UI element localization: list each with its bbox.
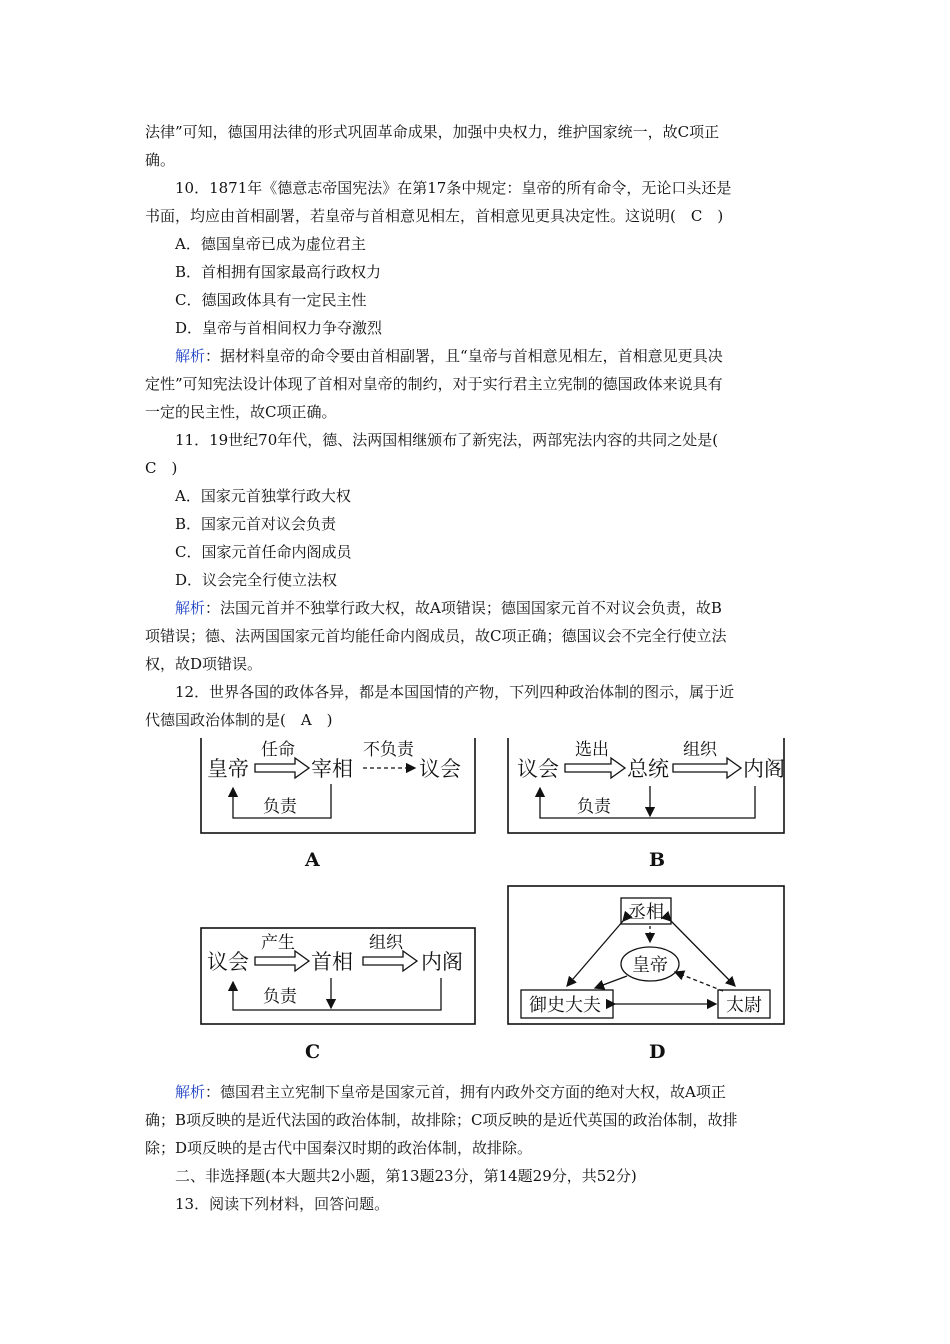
diagram-c-node-1: 议会 xyxy=(207,950,249,974)
q11-stem-line-1: 11．19世纪70年代，德、法两国相继颁布了新宪法，两部宪法内容的共同之处是( xyxy=(175,431,719,449)
diagram-b-frame xyxy=(508,738,784,833)
q10-analysis-line-3: 一定的民主性，故C项正确。 xyxy=(145,403,337,421)
diagram-d-right-label: 太尉 xyxy=(726,995,762,1016)
diagram-a-letter: A xyxy=(305,849,320,871)
q11-option-b: B．国家元首对议会负责 xyxy=(175,515,337,533)
diagram-c-edge-2: 组织 xyxy=(369,933,403,953)
diagram-c-hollow-arrow-2 xyxy=(363,951,417,971)
diagram-b-edge-3: 负责 xyxy=(577,797,611,817)
diagram-c-letter: C xyxy=(305,1041,321,1063)
diagram-b-hollow-arrow-2 xyxy=(673,758,741,778)
diagram-a-frame xyxy=(201,738,475,833)
intro-line-2: 确。 xyxy=(145,151,176,169)
q10-analysis-text-1: ：据材料皇帝的命令要由首相副署，且“皇帝与首相意见相左，首相意见更具决 xyxy=(205,347,723,365)
q11-analysis-text-1: ：法国元首并不独掌行政大权，故A项错误；德国国家元首不对议会负责，故B xyxy=(205,599,722,617)
q10-analysis-label: 解析 xyxy=(175,347,206,365)
q10-option-a: A．德国皇帝已成为虚位君主 xyxy=(175,235,366,253)
q12-analysis-label: 解析 xyxy=(175,1083,206,1101)
q12-stem-line-1: 12．世界各国的政体各异，都是本国国情的产物，下列四种政治体制的图示，属于近 xyxy=(175,683,735,701)
q11-option-d: D．议会完全行使立法权 xyxy=(175,571,338,589)
diagram-d-right-center-arrow xyxy=(675,972,723,991)
diagram-d-center-left-arrow xyxy=(595,976,627,988)
q12-analysis-line-2: 确；B项反映的是近代法国的政治体制，故排除；C项反映的是近代英国的政治体制，故排 xyxy=(145,1111,738,1129)
diagram-c-node-3: 内阁 xyxy=(421,950,463,974)
diagram-b-edge-2: 组织 xyxy=(683,740,717,760)
diagram-d-top-label: 丞相 xyxy=(628,902,664,923)
diagram-c-edge-3: 负责 xyxy=(263,987,297,1007)
diagram-a-hollow-arrow xyxy=(255,758,309,778)
diagram-a-edge-3: 负责 xyxy=(263,797,297,817)
q11-option-a: A．国家元首独掌行政大权 xyxy=(175,487,351,505)
diagram-d-top-left-arrow xyxy=(567,921,623,986)
document-page xyxy=(145,118,810,1218)
diagram-a-edge-2: 不负责 xyxy=(363,740,414,760)
q11-analysis-line-3: 权，故D项错误。 xyxy=(145,655,263,673)
diagram-d-center-label: 皇帝 xyxy=(632,955,668,976)
diagram-c-edge-1: 产生 xyxy=(261,933,295,953)
q10-stem-line-2: 书面，均应由首相副署，若皇帝与首相意见相左，首相意见更具决定性。这说明( C ) xyxy=(145,207,724,225)
q10-option-d: D．皇帝与首相间权力争夺激烈 xyxy=(175,319,383,337)
q10-analysis-line-2: 定性”可知宪法设计体现了首相对皇帝的制约，对于实行君主立宪制的德国政体来说具有 xyxy=(145,375,723,393)
diagram-a-node-1: 皇帝 xyxy=(207,757,249,781)
diagram-d-top-right-arrow xyxy=(671,921,735,986)
diagram-c-hollow-arrow-1 xyxy=(255,951,309,971)
diagram-b-letter: B xyxy=(649,849,666,871)
q13-stem: 13．阅读下列材料，回答问题。 xyxy=(175,1195,390,1213)
q11-analysis-line-1 xyxy=(145,594,810,622)
q10-option-b: B．首相拥有国家最高行政权力 xyxy=(175,263,382,281)
q11-analysis-line-2: 项错误；德、法两国国家元首均能任命内阁成员，故C项正确；德国议会不完全行使立法 xyxy=(145,627,727,645)
diagram-c-node-2: 首相 xyxy=(311,950,353,974)
diagram-d-letter: D xyxy=(649,1041,666,1063)
diagram-b-return-arrow xyxy=(540,786,755,818)
q10-stem-line-1: 10．1871年《德意志帝国宪法》在第17条中规定：皇帝的所有命令，无论口头还是 xyxy=(175,179,732,197)
q12-stem-line-2: 代德国政治体制的是( A ) xyxy=(145,711,333,729)
q10-option-c: C．德国政体具有一定民主性 xyxy=(175,291,367,309)
q11-analysis-label: 解析 xyxy=(175,599,206,617)
diagram-d-left-label: 御史大夫 xyxy=(529,995,601,1016)
q10-analysis-line-1 xyxy=(145,342,810,370)
intro-line-1: 法律”可知，德国用法律的形式巩固革命成果，加强中央权力，维护国家统一，故C项正 xyxy=(145,123,720,141)
diagram-b-node-1: 议会 xyxy=(517,757,559,781)
diagram-b-node-2: 总统 xyxy=(627,757,669,781)
q11-option-c: C．国家元首任命内阁成员 xyxy=(175,543,352,561)
diagram-b-node-3: 内阁 xyxy=(743,757,785,781)
diagram-a-node-2: 宰相 xyxy=(311,757,353,781)
q12-diagrams xyxy=(145,738,810,1078)
q12-analysis-line-3: 除；D项反映的是古代中国秦汉时期的政治体制，故排除。 xyxy=(145,1139,533,1157)
section-2-heading: 二、非选择题(本大题共2小题，第13题23分，第14题29分，共52分) xyxy=(175,1167,637,1185)
q11-stem-line-2: C ) xyxy=(145,459,178,477)
q12-analysis-text-1: ：德国君主立宪制下皇帝是国家元首，拥有内政外交方面的绝对大权，故A项正 xyxy=(205,1083,726,1101)
diagram-b-hollow-arrow-1 xyxy=(565,758,625,778)
q12-analysis-line-1 xyxy=(145,1078,810,1106)
diagram-a-node-3: 议会 xyxy=(419,757,461,781)
q12-diagram-svg xyxy=(145,738,810,1078)
diagram-a-edge-1: 任命 xyxy=(261,740,295,760)
diagram-b-edge-1: 选出 xyxy=(575,740,609,760)
